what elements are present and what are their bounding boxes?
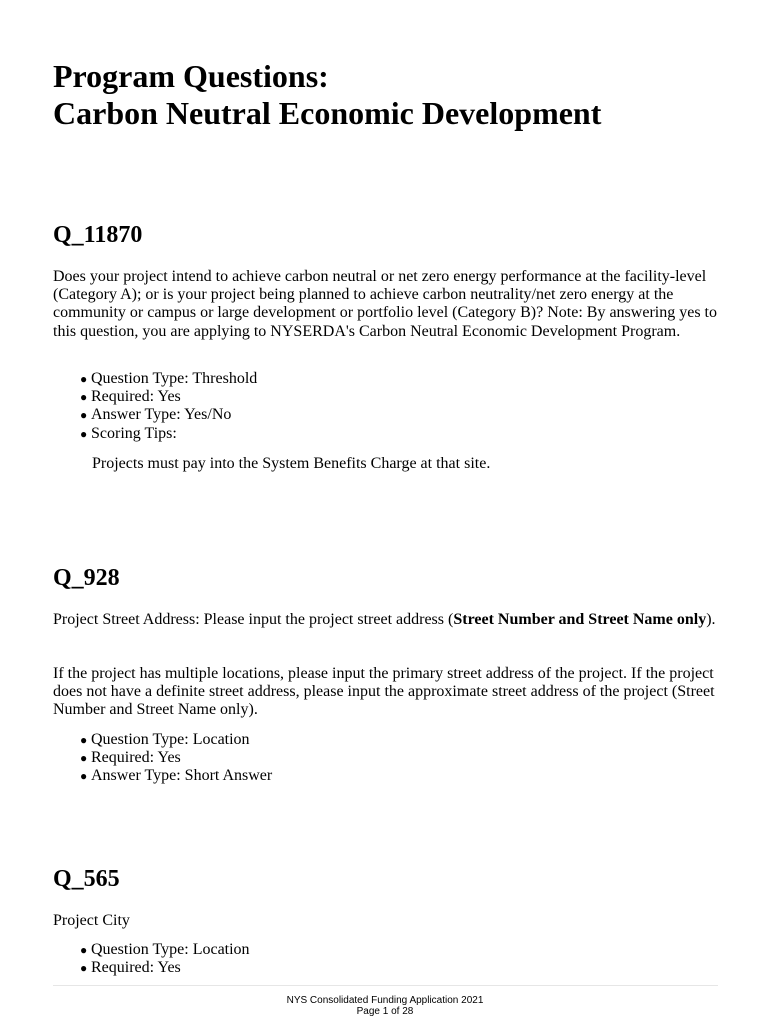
question-heading-q11870: Q_11870 — [53, 222, 143, 248]
question-attributes-q11870 — [80, 370, 257, 443]
bullet-icon: ● — [80, 408, 88, 423]
page-footer — [0, 995, 770, 1017]
bullet-icon: ● — [80, 733, 88, 747]
attribute-item: ● Required: Yes — [80, 388, 181, 406]
attribute-item: ● Scoring Tips: — [80, 424, 177, 442]
bold-emphasis: Street Number and Street Name only — [453, 611, 707, 628]
question-attributes-q928 — [80, 731, 272, 786]
scoring-tip-text: Projects must pay into the System Benefits Charge at that site. — [92, 455, 491, 472]
attribute-item: ● Question Type: Threshold — [80, 370, 258, 387]
footer-title: NYS Consolidated Funding Application 2021 — [286, 995, 484, 1006]
question-heading-q565: Q_565 — [53, 866, 120, 892]
bullet-icon: ● — [80, 372, 88, 386]
bullet-icon: ● — [80, 390, 88, 405]
page-title-line-1: Program Questions: — [53, 58, 329, 94]
question-text-q11870: Does your project intend to achieve carbon neutral or net zero energy performance at the facility-level (Category A); or is your project being planned to achieve carbon neutrality/net zero energy at the community or campus or large development or portfolio level (Category B)? Note: By answering yes to this question, you are applying to NYSERDA's Carbon Neutral Economic Development Program. — [53, 268, 717, 340]
bullet-icon: ● — [80, 751, 88, 766]
attribute-item: ● Question Type: Location — [80, 731, 250, 748]
question-text-q565: Project City — [53, 912, 130, 929]
bullet-icon: ● — [80, 769, 88, 784]
question-text-2-q928: If the project has multiple locations, please input the primary street address of the project. If the project does not have a definite street address, please input the approximate street address of the project (Street Number and Street Name only). — [53, 665, 715, 719]
question-attributes-q565 — [80, 941, 250, 977]
attribute-item: ● Required: Yes — [80, 959, 181, 977]
page-number: Page 1 of 28 — [356, 1006, 414, 1017]
page-title-line-2: Carbon Neutral Economic Development — [53, 95, 602, 131]
question-text-q928: Project Street Address: Please input the project street address (Street Number and Street Name only). — [53, 611, 716, 628]
question-heading-q928: Q_928 — [53, 565, 120, 591]
bullet-icon: ● — [80, 426, 88, 441]
page-title — [53, 58, 601, 132]
attribute-item: ● Answer Type: Short Answer — [80, 767, 273, 785]
footer-divider — [53, 985, 718, 986]
bullet-icon: ● — [80, 943, 88, 957]
bullet-icon: ● — [80, 961, 88, 976]
attribute-item: ● Question Type: Location — [80, 941, 250, 958]
attribute-item: ● Required: Yes — [80, 749, 181, 767]
attribute-item: ● Answer Type: Yes/No — [80, 406, 232, 424]
